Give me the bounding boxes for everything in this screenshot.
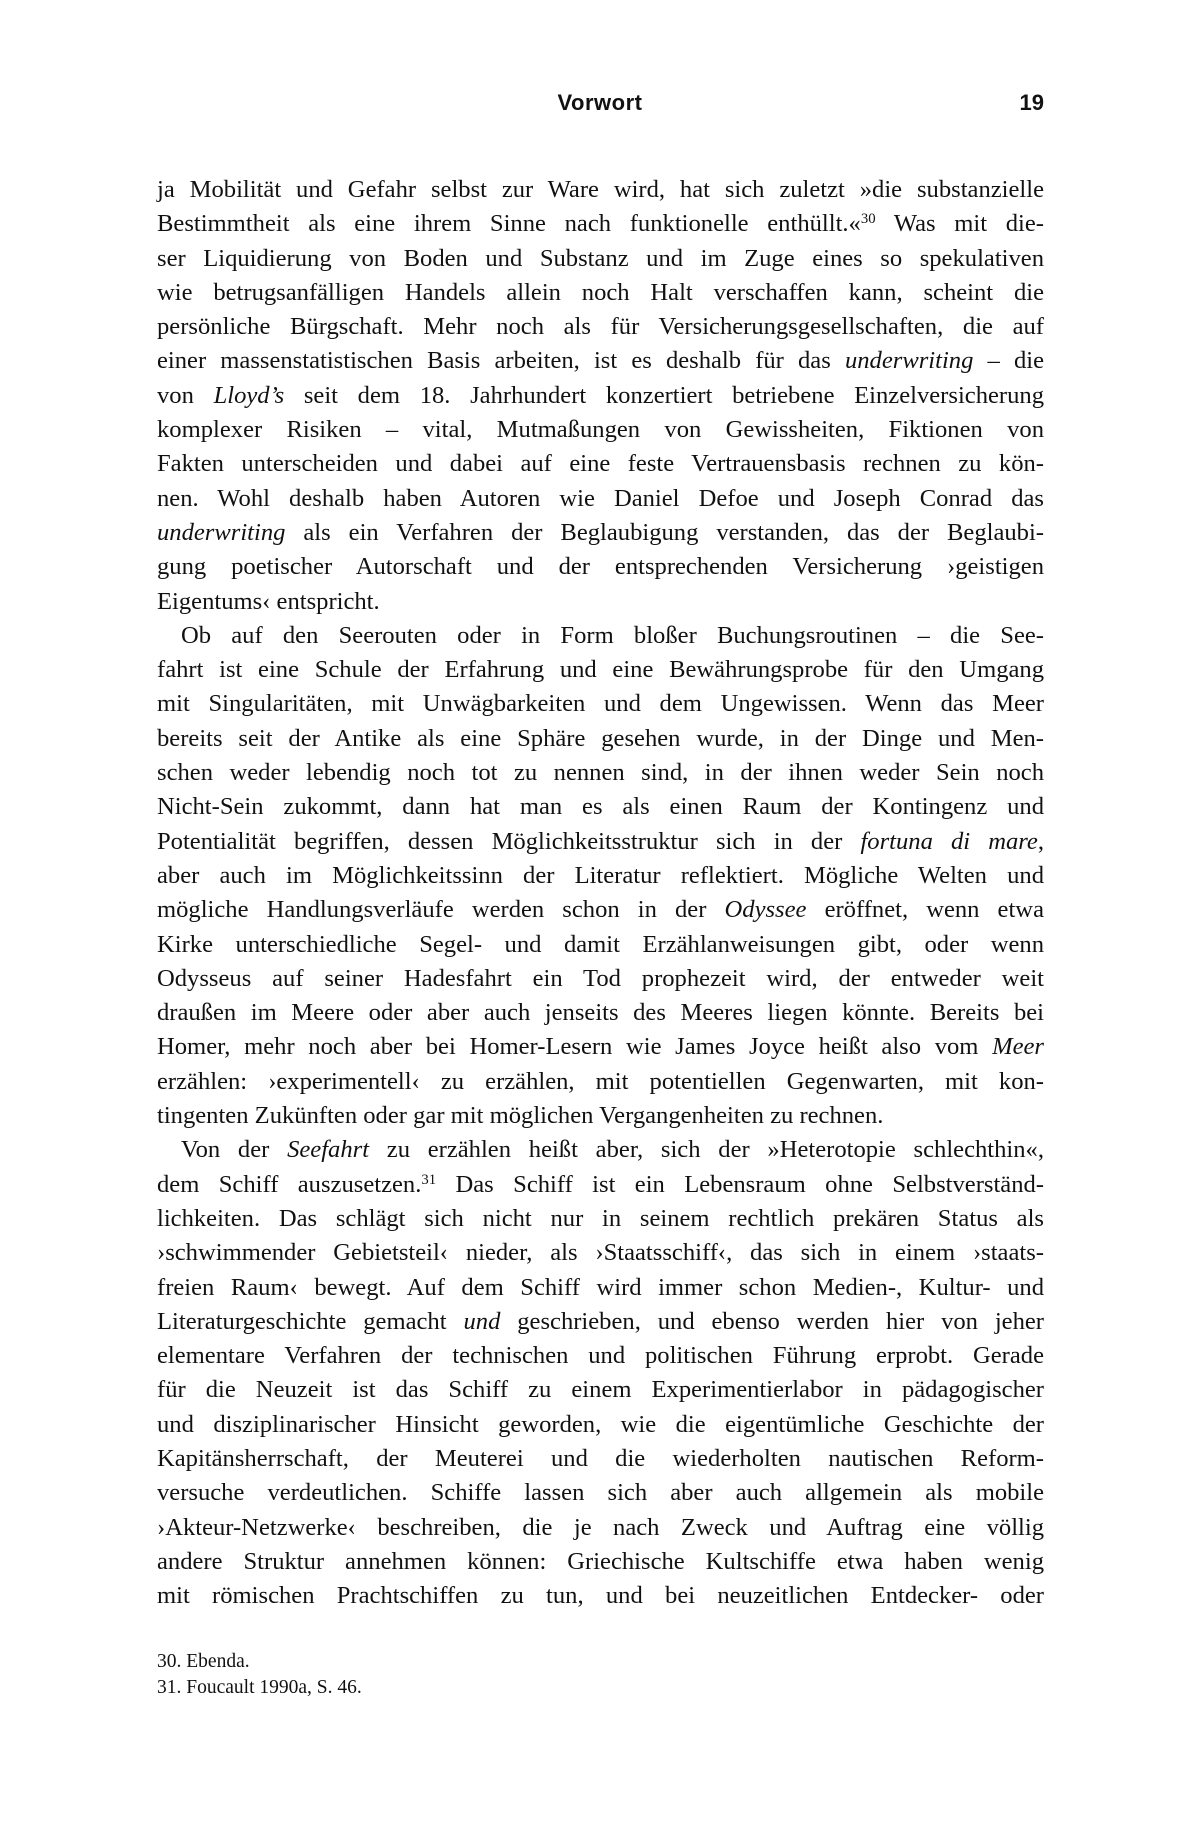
text-line xyxy=(157,413,1044,447)
line-text: und disziplinarischer Hinsicht geworden, wie die eigentümliche Geschichte der xyxy=(157,1410,1044,1438)
line-text: mit römischen Prachtschiffen zu tun, und bei neuzeitlichen Entdecker- oder xyxy=(157,1582,1044,1610)
text-line xyxy=(157,1305,1044,1339)
line-text: mögliche Handlungsverläufe werden schon in der xyxy=(157,896,725,924)
line-text: Odysseus auf seiner Hadesfahrt ein Tod prophezeit wird, der entweder weit xyxy=(157,964,1044,992)
text-line xyxy=(157,1271,1044,1305)
italic-term: Meer xyxy=(992,1033,1044,1061)
line-text: für die Neuzeit ist das Schiff zu einem Experimentierlabor in pädagogischer xyxy=(157,1376,1044,1404)
text-line xyxy=(157,447,1044,481)
text-line xyxy=(157,653,1044,687)
line-text: freien Raum‹ bewegt. Auf dem Schiff wird immer schon Medien-, Kultur- und xyxy=(157,1273,1044,1301)
text-line xyxy=(157,482,1044,516)
line-text: ja Mobilität und Gefahr selbst zur Ware wird, hat sich zuletzt »die substanzielle xyxy=(157,176,1044,203)
text-line xyxy=(157,550,1044,584)
line-text: mit Singularitäten, mit Unwägbarkeiten und dem Ungewissen. Wenn das Meer xyxy=(157,690,1044,718)
text-line xyxy=(157,825,1044,859)
italic-term: fortuna di mare xyxy=(860,827,1038,855)
line-text: ›schwimmender Gebietsteil‹ nieder, als ›Staatsschiff‹, das sich in einem ›staats- xyxy=(157,1239,1044,1267)
text-line xyxy=(157,756,1044,790)
footnotes xyxy=(157,1649,1044,1701)
text-line xyxy=(157,379,1044,413)
line-text: gung poetischer Autorschaft und der entsprechenden Versicherung ›geistigen xyxy=(157,553,1044,581)
text-line xyxy=(157,790,1044,824)
text-line xyxy=(157,276,1044,310)
line-text: Nicht-Sein zukommt, dann hat man es als einen Raum der Kontingenz und xyxy=(157,793,1044,821)
text-line xyxy=(157,1030,1044,1064)
line-text: lichkeiten. Das schlägt sich nicht nur in seinem rechtlich prekären Status als xyxy=(157,1204,1044,1232)
text-line xyxy=(157,1133,1044,1167)
text-line xyxy=(157,893,1044,927)
line-text: seit dem 18. Jahrhundert konzertiert betriebene Einzelversicherung xyxy=(284,381,1044,409)
line-text: wie betrugsanfälligen Handels allein noch Halt verschaffen kann, scheint die xyxy=(157,278,1044,306)
italic-term: underwriting xyxy=(844,347,974,375)
running-head xyxy=(0,90,1200,122)
line-text: Ob auf den Seerouten oder in Form bloßer Buchungsroutinen – die See- xyxy=(181,621,1044,649)
text-line xyxy=(157,1579,1044,1613)
text-line xyxy=(157,687,1044,721)
text-line xyxy=(157,996,1044,1030)
line-text: , xyxy=(1037,827,1045,855)
line-text: Von der xyxy=(181,1136,288,1164)
line-text: Eigentums‹ entspricht. xyxy=(157,587,380,615)
line-text: aber auch im Möglichkeitssinn der Literatur reflektiert. Mögliche Welten und xyxy=(157,861,1044,889)
line-text: einer massenstatistischen Basis arbeiten, ist es deshalb für das xyxy=(157,347,845,375)
text-line xyxy=(157,1408,1044,1442)
italic-term: und xyxy=(463,1307,501,1335)
text-line xyxy=(157,310,1044,344)
text-line xyxy=(157,242,1044,276)
text-line xyxy=(157,722,1044,756)
text-line xyxy=(157,859,1044,893)
line-text: schen weder lebendig noch tot zu nennen sind, in der ihnen weder Sein noch xyxy=(157,759,1044,787)
line-text: Bestimmtheit als eine ihrem Sinne nach funktionelle enthüllt.« xyxy=(157,210,861,238)
text-line xyxy=(157,1545,1044,1579)
footnote: 30. Ebenda. xyxy=(157,1651,250,1672)
text-line xyxy=(157,344,1044,378)
text-line xyxy=(157,1168,1044,1202)
line-text: dem Schiff auszusetzen. xyxy=(157,1170,422,1198)
line-text: eröffnet, wenn etwa xyxy=(806,896,1044,924)
line-text: von xyxy=(157,381,214,409)
line-text: Homer, mehr noch aber bei Homer-Lesern wie James Joyce heißt also vom xyxy=(157,1033,993,1061)
text-line xyxy=(157,1511,1044,1545)
text-line xyxy=(157,928,1044,962)
line-text: zu erzählen heißt aber, sich der »Heterotopie schlechthin«, xyxy=(369,1136,1044,1164)
line-text: draußen im Meere oder aber auch jenseits des Meeres liegen könnte. Bereits bei xyxy=(157,999,1044,1027)
line-text: – die xyxy=(973,347,1045,375)
line-text: komplexer Risiken – vital, Mutmaßungen von Gewissheiten, Fiktionen von xyxy=(157,416,1044,444)
line-text: andere Struktur annehmen können: Griechische Kultschiffe etwa haben wenig xyxy=(157,1547,1044,1575)
line-text: erzählen: ›experimentell‹ zu erzählen, mit potentiellen Gegenwarten, mit kon- xyxy=(157,1067,1044,1095)
italic-term: underwriting xyxy=(157,518,286,546)
line-text: elementare Verfahren der technischen und politischen Führung erprobt. Gerade xyxy=(157,1342,1044,1370)
line-text: Literaturgeschichte gemacht xyxy=(157,1307,464,1335)
text-line xyxy=(157,962,1044,996)
text-line xyxy=(157,1442,1044,1476)
line-text: bereits seit der Antike als eine Sphäre gesehen wurde, in der Dinge und Men- xyxy=(157,724,1044,752)
italic-term: Seefahrt xyxy=(287,1136,370,1164)
italic-term: Lloyd’s xyxy=(213,381,285,409)
line-text: ser Liquidierung von Boden und Substanz und im Zuge eines so spekulativen xyxy=(157,244,1044,272)
text-line xyxy=(157,1373,1044,1407)
text-line xyxy=(157,1065,1044,1099)
line-text: nen. Wohl deshalb haben Autoren wie Daniel Defoe und Joseph Conrad das xyxy=(157,484,1044,512)
line-text: als ein Verfahren der Beglaubigung verstanden, das der Beglaubi- xyxy=(285,518,1044,546)
line-text: Fakten unterscheiden und dabei auf eine feste Vertrauensbasis rechnen zu kön- xyxy=(157,450,1044,478)
page-number: 19 xyxy=(1019,90,1044,115)
text-line xyxy=(157,1339,1044,1373)
line-text: geschrieben, und ebenso werden hier von jeher xyxy=(500,1307,1044,1335)
text-line xyxy=(157,585,1044,619)
italic-term: Odyssee xyxy=(724,896,807,924)
line-text: Potentialität begriffen, dessen Möglichkeitsstruktur sich in der xyxy=(157,827,861,855)
text-line xyxy=(157,1099,1044,1133)
line-text: persönliche Bürgschaft. Mehr noch als für Versicherungsgesellschaften, die auf xyxy=(157,313,1044,341)
line-text: Was mit die- xyxy=(875,210,1044,238)
line-text: Das Schiff ist ein Lebensraum ohne Selbstverständ- xyxy=(436,1170,1044,1198)
text-line xyxy=(157,1202,1044,1236)
line-text: Kapitänsherrschaft, der Meuterei und die wiederholten nautischen Reform- xyxy=(157,1444,1044,1472)
text-line xyxy=(157,173,1044,207)
line-text: tingenten Zukünften oder gar mit möglichen Vergangenheiten zu rechnen. xyxy=(157,1102,884,1130)
running-title: Vorwort xyxy=(557,90,643,115)
footnote-reference: 31 xyxy=(421,1171,437,1188)
body-text xyxy=(157,173,1044,1613)
line-text: Kirke unterschiedliche Segel- und damit Erzählanweisungen gibt, oder wenn xyxy=(157,930,1044,958)
line-text: ›Akteur-Netzwerke‹ beschreiben, die je nach Zweck und Auftrag eine völlig xyxy=(157,1513,1044,1541)
line-text: versuche verdeutlichen. Schiffe lassen sich aber auch allgemein als mobile xyxy=(157,1479,1044,1507)
footnote-reference: 30 xyxy=(860,211,876,228)
text-line xyxy=(157,1476,1044,1510)
footnote: 31. Foucault 1990a, S. 46. xyxy=(157,1677,362,1698)
line-text: fahrt ist eine Schule der Erfahrung und eine Bewährungsprobe für den Umgang xyxy=(157,656,1044,684)
text-line xyxy=(157,516,1044,550)
text-line xyxy=(157,1236,1044,1270)
text-line xyxy=(157,207,1044,241)
text-line xyxy=(157,619,1044,653)
